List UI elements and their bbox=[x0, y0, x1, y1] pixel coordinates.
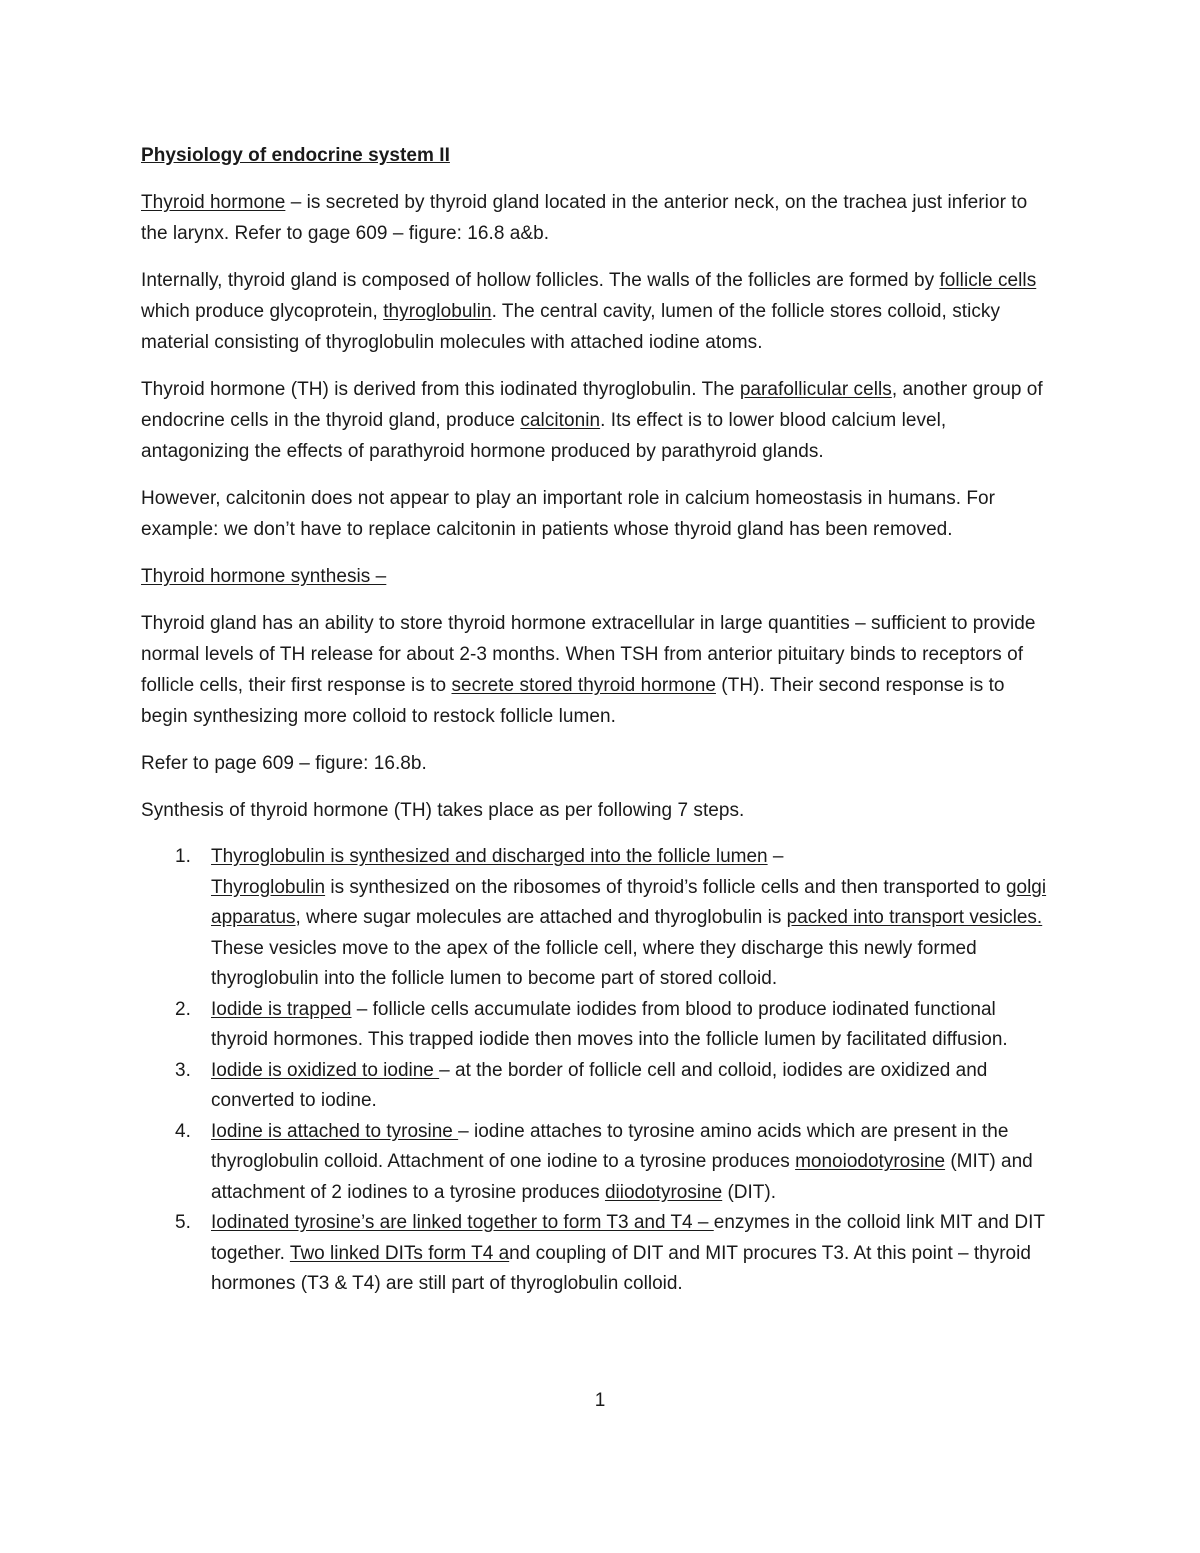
paragraph-storage bbox=[141, 608, 1056, 732]
list-number: 1. bbox=[175, 846, 191, 867]
step-heading: Thyroglobulin is synthesized and discharged into the follicle lumen bbox=[211, 846, 768, 867]
step-text: – iodine attaches to tyrosine amino acids which are present in the thyroglobulin colloid. Attachment of one iodine to a tyrosine produces bbox=[211, 1120, 1009, 1172]
paragraph-text: (TH). Their second response is to begin synthesizing more colloid to restock follicle lumen. bbox=[141, 675, 1005, 727]
term-thyroid-hormone: Thyroid hormone bbox=[141, 192, 286, 213]
step-text: nd coupling of DIT and MIT procures T3. At this point – thyroid hormones (T3 & T4) are still part of thyroglobulin colloid. bbox=[211, 1242, 1031, 1294]
term-transport-vesicles: packed into transport vesicles. bbox=[786, 907, 1043, 928]
step-text: – follicle cells accumulate iodides from blood to produce iodinated functional thyroid hormones. This trapped iodide then moves into the follicle lumen by facilitated diffusion. bbox=[211, 998, 1008, 1050]
term-monoiodotyrosine: monoiodotyrosine bbox=[795, 1151, 946, 1172]
term-calcitonin: calcitonin bbox=[520, 410, 601, 431]
section-heading-synthesis bbox=[141, 561, 1056, 592]
step-heading: Iodinated tyrosine’s are linked together to form T3 and T4 – bbox=[211, 1212, 714, 1233]
step-text: These vesicles move to the apex of the follicle cell, where they discharge this newly formed thyroglobulin into the follicle lumen to become part of stored colloid. bbox=[211, 937, 977, 989]
list-item bbox=[141, 995, 1056, 1056]
paragraph-text: Thyroid gland has an ability to store thyroid hormone extracellular in large quantities – sufficient to provide normal levels of TH release for about 2-3 months. When TSH from anterior pituitary binds to receptors of follicle cells, their first response is to bbox=[141, 613, 1036, 696]
list-item bbox=[141, 842, 1056, 995]
paragraph-follicles bbox=[141, 265, 1056, 358]
paragraph-figure-ref bbox=[141, 748, 1056, 779]
page-number: 1 bbox=[594, 1390, 606, 1411]
section-heading-text: Thyroid hormone synthesis – bbox=[141, 566, 387, 587]
step-heading: Iodine is attached to tyrosine bbox=[211, 1120, 459, 1142]
term-linked-dits: Two linked DITs form T4 a bbox=[289, 1242, 510, 1264]
list-number: 5. bbox=[175, 1212, 191, 1233]
step-text: (DIT). bbox=[722, 1181, 777, 1203]
step-text: , where sugar molecules are attached and thyroglobulin is bbox=[295, 907, 787, 928]
list-item bbox=[141, 1208, 1056, 1300]
term-thyroglobulin: thyroglobulin bbox=[383, 301, 492, 322]
term-thyroglobulin: Thyroglobulin bbox=[211, 876, 326, 898]
paragraph-text: Thyroid hormone (TH) is derived from this iodinated thyroglobulin. The bbox=[141, 379, 740, 400]
list-number: 4. bbox=[175, 1120, 191, 1142]
step-heading: Iodide is trapped bbox=[211, 998, 352, 1020]
paragraph-text: . Its effect is to lower blood calcium level, antagonizing the effects of parathyroid hormone produced by parathyroid glands. bbox=[141, 410, 947, 462]
paragraph-text: Refer to page 609 – figure: 16.8b. bbox=[141, 753, 427, 774]
term-golgi-apparatus: golgi apparatus bbox=[211, 876, 1047, 928]
step-text: is synthesized on the ribosomes of thyroid’s follicle cells and then transported to bbox=[325, 876, 1006, 898]
paragraph-text: – is secreted by thyroid gland located in the anterior neck, on the trachea just inferior to the larynx. Refer to gage 609 – figure: 16.8 a&b. bbox=[141, 192, 1028, 244]
synthesis-steps-list bbox=[141, 842, 1056, 1300]
term-parafollicular-cells: parafollicular cells bbox=[739, 379, 892, 400]
list-item bbox=[141, 1117, 1056, 1209]
paragraph-text: Internally, thyroid gland is composed of hollow follicles. The walls of the follicles are formed by bbox=[141, 270, 940, 291]
document-page bbox=[141, 140, 1056, 1300]
step-text: enzymes in the colloid link MIT and DIT together. bbox=[211, 1212, 1045, 1264]
paragraph-text: . The central cavity, lumen of the follicle stores colloid, sticky material consisting of thyroglobulin molecules with attached iodine atoms. bbox=[141, 301, 1001, 353]
paragraph-calcitonin bbox=[141, 374, 1056, 467]
list-number: 2. bbox=[175, 998, 191, 1020]
paragraph-text: However, calcitonin does not appear to play an important role in calcium homeostasis in humans. For example: we don’t have to replace calcitonin in patients whose thyroid gland has been removed. bbox=[141, 488, 996, 540]
list-number: 3. bbox=[175, 1059, 191, 1081]
term-secrete-stored: secrete stored thyroid hormone bbox=[451, 675, 716, 696]
document-title: Physiology of endocrine system II bbox=[141, 145, 450, 166]
paragraph-text: , another group of endocrine cells in the thyroid gland, produce bbox=[141, 379, 1043, 431]
list-item bbox=[141, 1056, 1056, 1117]
paragraph-calcium-homeostasis bbox=[141, 483, 1056, 545]
paragraph-steps-intro bbox=[141, 795, 1056, 826]
step-heading: Iodide is oxidized to iodine bbox=[211, 1059, 440, 1081]
step-text: – at the border of follicle cell and colloid, iodides are oxidized and converted to iodine. bbox=[211, 1059, 988, 1111]
paragraph-text: Synthesis of thyroid hormone (TH) takes place as per following 7 steps. bbox=[141, 800, 745, 821]
term-follicle-cells: follicle cells bbox=[939, 270, 1037, 291]
paragraph-text: which produce glycoprotein, bbox=[141, 301, 384, 322]
paragraph-thyroid-hormone bbox=[141, 187, 1056, 249]
step-text: – bbox=[767, 846, 784, 867]
term-diiodotyrosine: diiodotyrosine bbox=[604, 1181, 723, 1203]
step-text: (MIT) and attachment of 2 iodines to a tyrosine produces bbox=[211, 1151, 1033, 1203]
